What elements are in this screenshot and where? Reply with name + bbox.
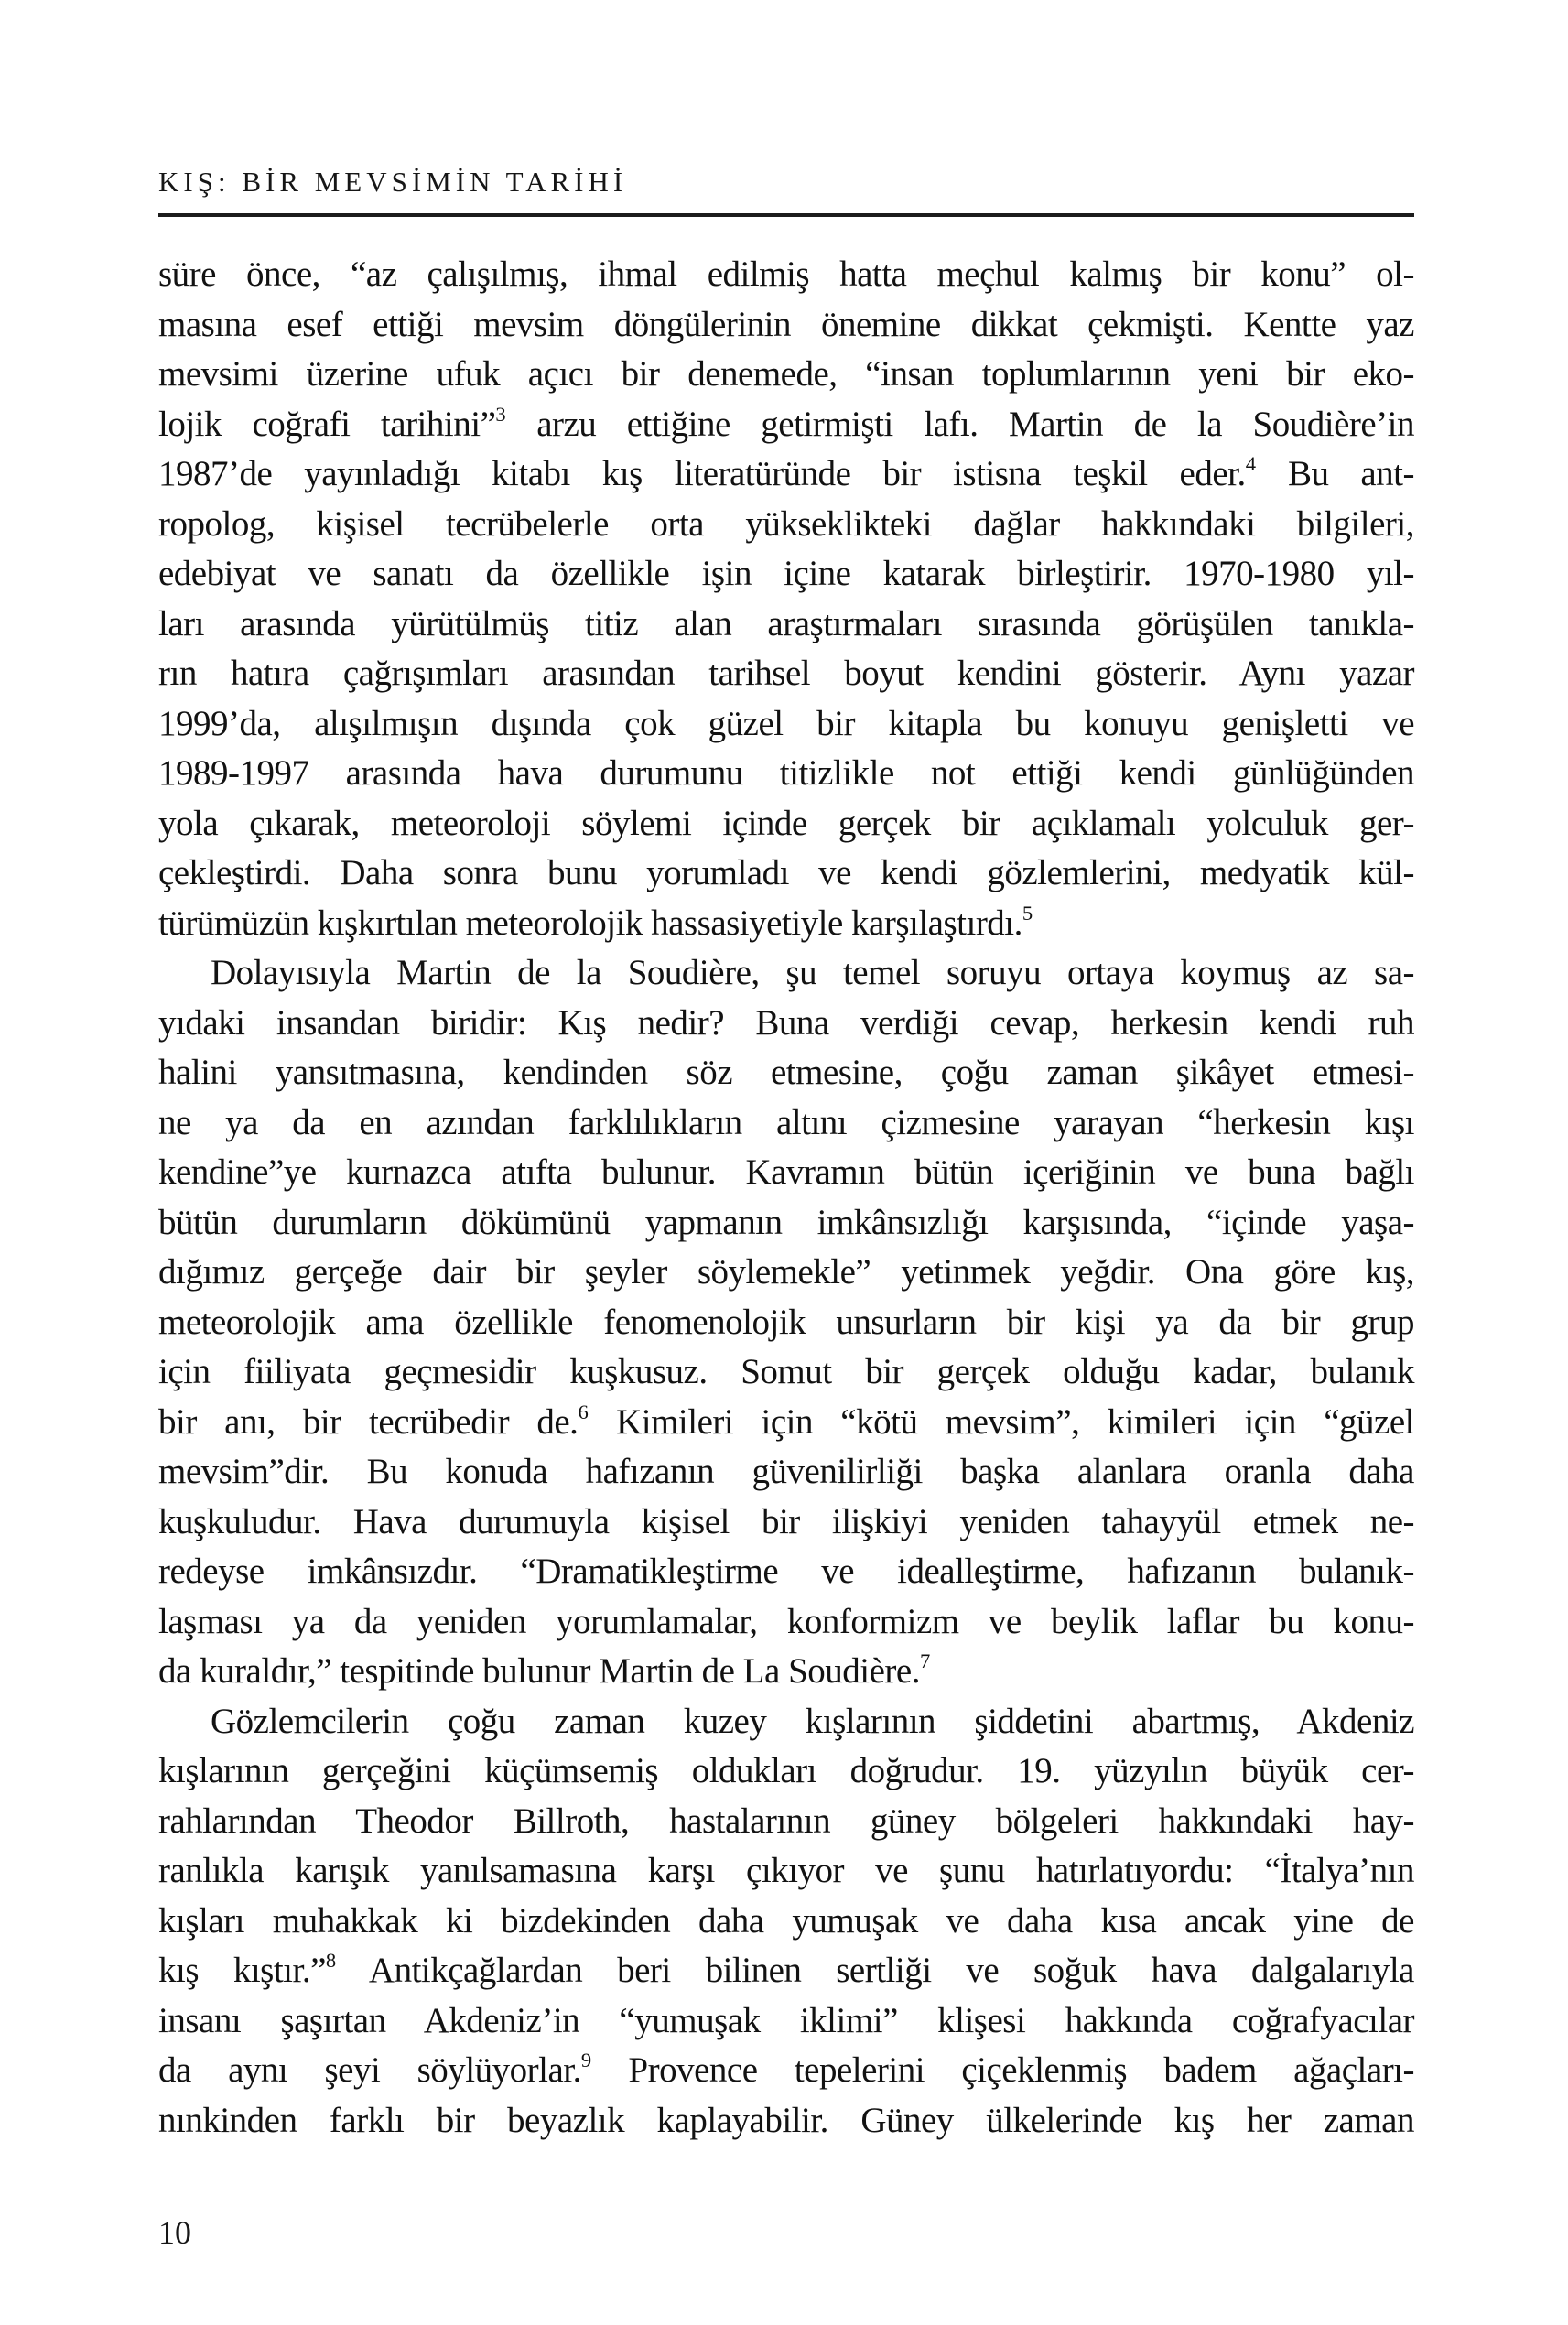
text-line: meteorolojik ama özellikle fenomenolojik unsurların bir kişi ya da bir grup bbox=[158, 1302, 1414, 1342]
footnote-ref: 6 bbox=[578, 1400, 589, 1423]
text-line: da kuraldır,” tespitinde bulunur Martin de La Soudière.$^7$ bbox=[158, 1649, 931, 1691]
footnote-ref: 3 bbox=[495, 402, 506, 426]
text-line: da aynı şeyi söylüyorlar.$^9$ Provence tepelerini çiçeklenmiş badem ağaçları- bbox=[158, 2049, 1415, 2090]
text-line: ları arasında yürütülmüş titiz alan araştırmaları sırasında görüşülen tanıkla- bbox=[158, 603, 1414, 643]
text-line: mevsimi üzerine ufuk açıcı bir denemede, “insan toplumlarının yeni bir eko- bbox=[158, 354, 1414, 394]
text-line: kış kıştır.”$^8$ Antikçağlardan beri bilinen sertliği ve soğuk hava dalgalarıyla bbox=[158, 1949, 1414, 1990]
text-line: kışları muhakkak ki bizdekinden daha yumuşak ve daha kısa ancak yine de bbox=[158, 1900, 1414, 1941]
text-line: bütün durumların dökümünü yapmanın imkânsızlığı karşısında, “içinde yaşa- bbox=[158, 1202, 1414, 1242]
text-line: lojik coğrafi tarihini”$^3$ arzu ettiğine getirmişti lafı. Martin de la Soudière’in bbox=[158, 402, 1414, 444]
text-line: Dolayısıyla Martin de la Soudière, şu temel soruyu ortaya koymuş az sa- bbox=[211, 953, 1414, 992]
header-rule bbox=[158, 213, 1414, 217]
running-header: KIŞ: BİR MEVSİMİN TARİHİ bbox=[158, 166, 628, 198]
text-line: yola çıkarak, meteoroloji söylemi içinde gerçek bir açıklamalı yolculuk ger- bbox=[158, 803, 1414, 843]
paragraph bbox=[158, 1697, 1414, 2147]
text-line: rın hatıra çağrışımları arasından tarihsel boyut kendini gösterir. Aynı yazar bbox=[158, 654, 1414, 693]
footnote-ref: 8 bbox=[325, 1949, 337, 1973]
text-line: rahlarından Theodor Billroth, hastalarının güney bölgeleri hakkındaki hay- bbox=[158, 1801, 1414, 1841]
text-line: nınkinden farklı bir beyazlık kaplayabilir. Güney ülkelerinde kış her zaman bbox=[158, 2100, 1414, 2140]
text-line: yıdaki insandan biridir: Kış nedir? Buna verdiği cevap, herkesin kendi ruh bbox=[158, 1002, 1414, 1043]
text-line: dığımız gerçeğe dair bir şeyler söylemekle” yetinmek yeğdir. Ona göre kış, bbox=[158, 1252, 1414, 1292]
footnote-ref: 9 bbox=[580, 2049, 592, 2072]
body-text bbox=[158, 250, 1414, 2146]
text-line: 1999’da, alışılmışın dışında çok güzel bir kitapla bu konuyu genişletti ve bbox=[158, 703, 1414, 743]
footnote-ref: 5 bbox=[1022, 901, 1033, 925]
paragraph bbox=[158, 250, 1414, 948]
text-line: türümüzün kışkırtılan meteorolojik hassasiyetiyle karşılaştırdı.$^5$ bbox=[158, 901, 1033, 943]
text-line: 1987’de yayınladığı kitabı kış literatüründe bir istisna teşkil eder.$^4$ Bu ant- bbox=[158, 452, 1414, 493]
text-line: süre önce, “az çalışılmış, ihmal edilmiş hatta meçhul kalmış bir konu” ol- bbox=[158, 254, 1414, 294]
text-line: laşması ya da yeniden yorumlamalar, konformizm ve beylik laflar bu konu- bbox=[158, 1601, 1414, 1641]
text-line: halini yansıtmasına, kendinden söz etmesine, çoğu zaman şikâyet etmesi- bbox=[158, 1053, 1414, 1092]
text-line: ne ya da en azından farklılıkların altını çizmesine yarayan “herkesin kışı bbox=[158, 1102, 1414, 1142]
text-line: edebiyat ve sanatı da özellikle işin içine katarak birleştirir. 1970-1980 yıl- bbox=[158, 554, 1414, 593]
text-line: Gözlemcilerin çoğu zaman kuzey kışlarının şiddetini abartmış, Akdeniz bbox=[211, 1701, 1414, 1741]
footnote-ref: 4 bbox=[1245, 452, 1257, 476]
footnote-ref: 7 bbox=[919, 1649, 931, 1673]
text-line: ropolog, kişisel tecrübelerle orta yükseklikteki dağlar hakkındaki bilgileri, bbox=[158, 503, 1414, 544]
paragraph bbox=[158, 948, 1414, 1697]
text-line: masına esef ettiği mevsim döngülerinin önemine dikkat çekmişti. Kentte yaz bbox=[158, 304, 1414, 344]
text-line: ranlıkla karışık yanılsamasına karşı çıkıyor ve şunu hatırlatıyordu: “İtalya’nın bbox=[158, 1851, 1414, 1890]
text-line: 1989-1997 arasında hava durumunu titizlikle not ettiği kendi günlüğünden bbox=[158, 753, 1414, 793]
text-line: kışlarının gerçeğini küçümsemiş oldukları doğrudur. 19. yüzyılın büyük cer- bbox=[158, 1751, 1414, 1790]
text-line: mevsim”dir. Bu konuda hafızanın güvenilirliği başka alanlara oranla daha bbox=[158, 1452, 1414, 1491]
text-line: çekleştirdi. Daha sonra bunu yorumladı ve kendi gözlemlerini, medyatik kül- bbox=[158, 853, 1414, 892]
page-number: 10 bbox=[158, 2214, 191, 2251]
text-line: redeyse imkânsızdır. “Dramatikleştirme ve idealleştirme, hafızanın bulanık- bbox=[158, 1552, 1414, 1591]
text-line: için fiiliyata geçmesidir kuşkusuz. Somut bir gerçek olduğu kadar, bulanık bbox=[158, 1352, 1414, 1391]
text-line: kendine”ye kurnazca atıfta bulunur. Kavramın bütün içeriğinin ve buna bağlı bbox=[158, 1152, 1414, 1192]
text-line: insanı şaşırtan Akdeniz’in “yumuşak iklimi” klişesi hakkında coğrafyacılar bbox=[158, 2000, 1414, 2040]
text-line: kuşkuludur. Hava durumuyla kişisel bir ilişkiyi yeniden tahayyül etmek ne- bbox=[158, 1501, 1414, 1541]
text-line: bir anı, bir tecrübedir de.$^6$ Kimileri için “kötü mevsim”, kimileri için “güzel bbox=[158, 1400, 1414, 1442]
